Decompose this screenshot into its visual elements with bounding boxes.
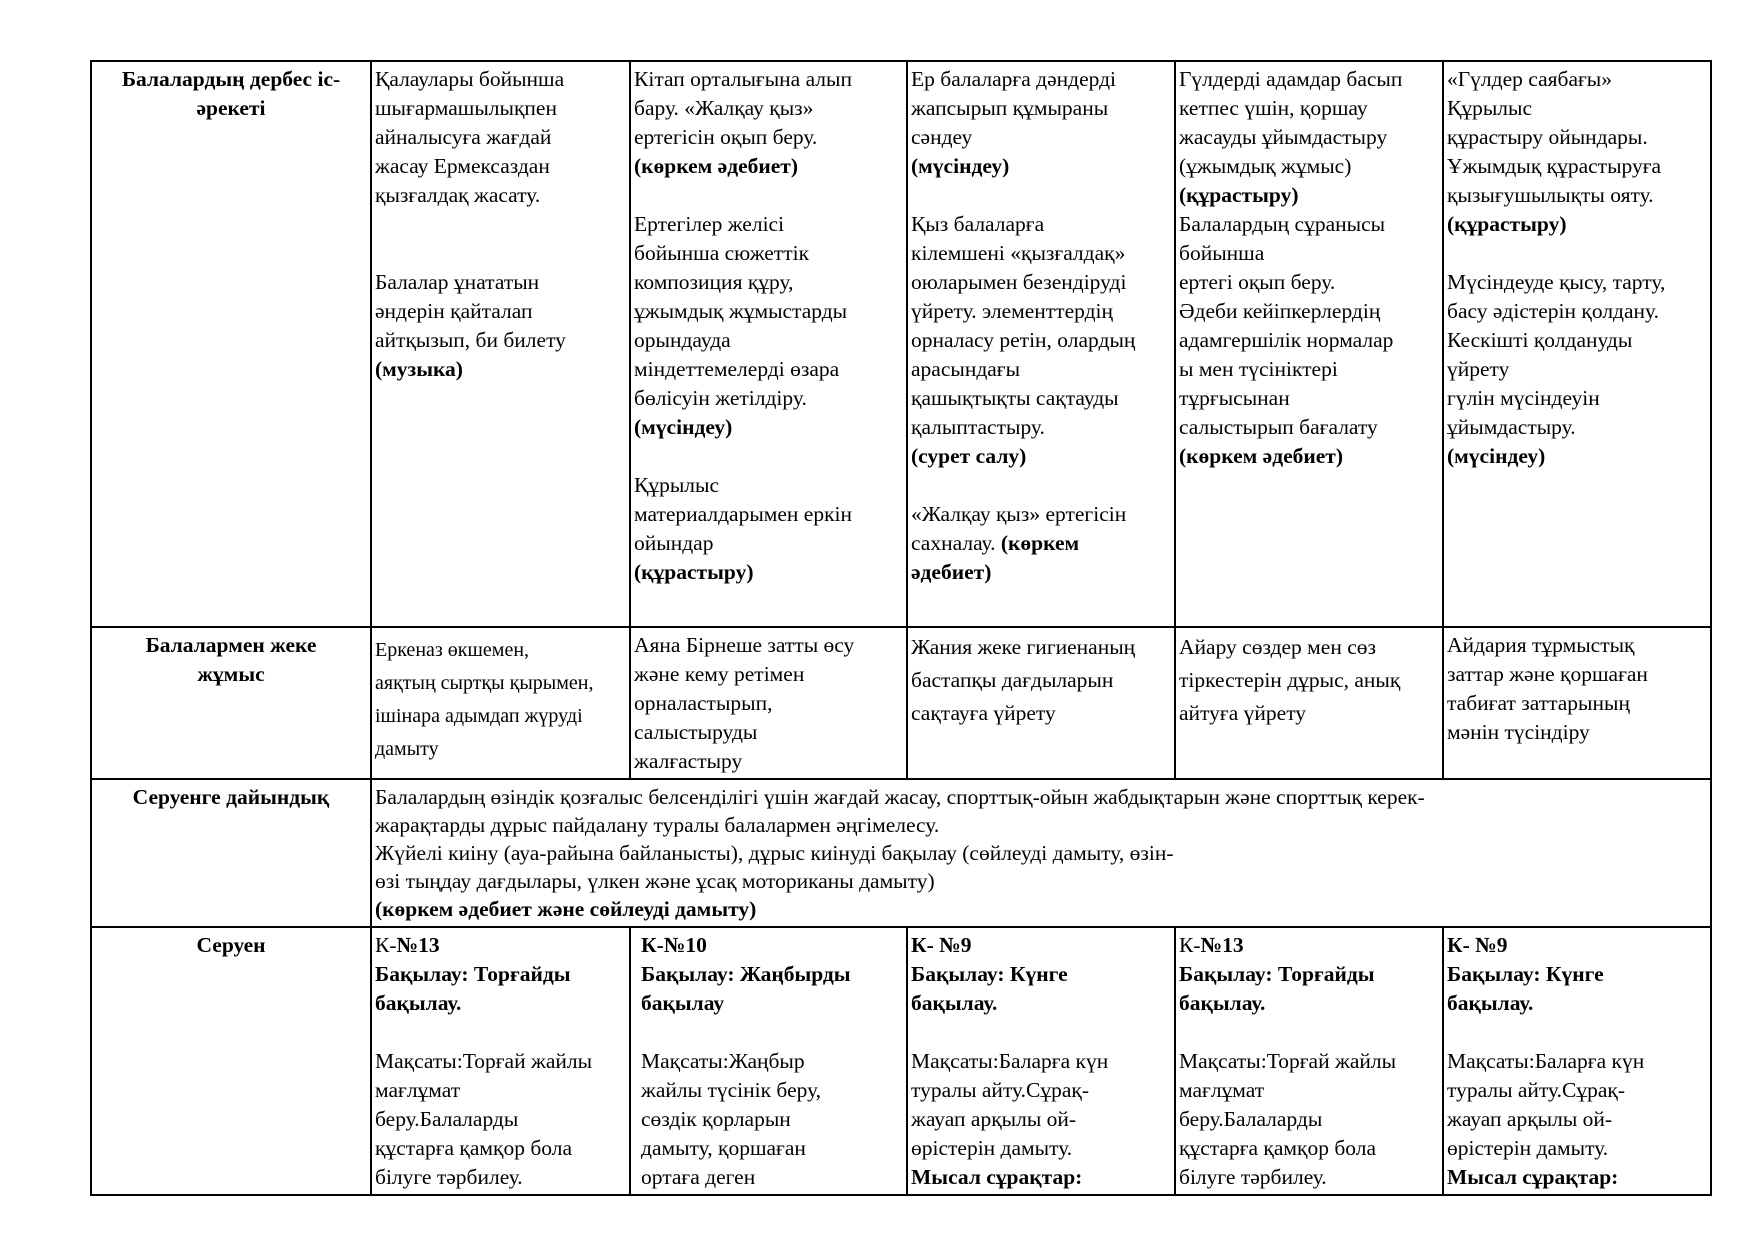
paragraph: [375, 65, 626, 210]
text: К- №9: [1447, 933, 1508, 957]
observation-title: Бақылау: Күнге бақылау.: [1447, 962, 1604, 1015]
cell-thu-individual: Айару сөздер мен сөз тіркестерін дұрыс, анық айтуға үйрету: [1175, 627, 1443, 779]
subject-tag: (құрастыру): [1447, 212, 1567, 236]
text: №13: [1200, 933, 1244, 957]
paragraph: [634, 471, 903, 587]
row-individual-work: [91, 627, 1711, 779]
paragraph: [911, 65, 1171, 181]
text: К-: [1179, 933, 1201, 957]
subject-tag: (көркем әдебиет): [1179, 444, 1344, 468]
paragraph: [911, 500, 1171, 587]
cell-fri-independent: [1443, 61, 1711, 627]
text: №13: [396, 933, 440, 957]
text: Құрылыс материалдарымен еркін ойындар: [634, 473, 853, 555]
card-number: [911, 931, 1171, 960]
cell-mon-independent: [371, 61, 630, 627]
subject-tag: (музыка): [375, 357, 463, 381]
subject-tag: (көркем әдебиет және сөйлеуді дамыту): [375, 897, 757, 921]
text: К-№10: [641, 933, 707, 957]
paragraph: [634, 65, 903, 181]
cell-tue-individual: Аяна Бірнеше затты өсу және кему ретімен орналастырып, салыстыруды жалғастыру: [630, 627, 907, 779]
observation-goal: Мақсаты:Жаңбыр жайлы түсінік беру, сөздік қорларын дамыту, қоршаған ортаға деген: [641, 1049, 822, 1189]
cell-tue-independent: [630, 61, 907, 627]
observation-title: Бақылау: Торғайды бақылау.: [1179, 962, 1375, 1015]
card-number: [1447, 931, 1707, 960]
text: К-: [375, 933, 397, 957]
subject-tag: (мүсіндеу): [634, 415, 733, 439]
cell-wed-independent: [907, 61, 1175, 627]
subject-tag: (мүсіндеу): [911, 154, 1010, 178]
observation-title: Бақылау: Жаңбырды бақылау: [641, 962, 851, 1015]
row-walk-preparation: [91, 779, 1711, 927]
subject-tag: (сурет салу): [911, 444, 1027, 468]
text: Қыз балаларға кілемшені «қызғалдақ» оюларымен безендіруді үйрету. элементтердің орналасу ретін, олардың арасындағы қашықтықты сақтауды қалыптастыру.: [911, 212, 1136, 439]
card-number: [1179, 931, 1439, 960]
cell-wed-individual: Жания жеке гигиенаның бастапқы дағдыларын сақтауға үйрету: [907, 627, 1175, 779]
cell-prep: [371, 779, 1711, 927]
subject-tag: (көркем әдебиет): [911, 531, 1080, 584]
observation-goal: Мақсаты:Баларға күн туралы айту.Сұрақ- жауап арқылы ой- өрістерін дамыту.: [1447, 1049, 1645, 1160]
row-independent-activity: [91, 61, 1711, 627]
row-label-walk: Серуен: [91, 927, 371, 1195]
cell-fri-individual: Айдария тұрмыстық заттар және қоршаған табиғат заттарының мәнін түсіндіру: [1443, 627, 1711, 779]
cell-tue-walk: [630, 927, 907, 1195]
cell-mon-individual: Еркеназ өкшемен, аяқтың сыртқы қырымен, ішінара адымдап жүруді дамыту: [371, 627, 630, 779]
sample-questions: Мысал сұрақтар:: [911, 1165, 1083, 1189]
row-label-individual: Балалармен жеке жұмыс: [91, 627, 371, 779]
paragraph: [634, 210, 903, 442]
paragraph: [1447, 268, 1707, 471]
text: Балалар ұнататын әндерін қайталап айтқызып, би билету: [375, 270, 566, 352]
text: Балалардың сұранысы бойынша ертегі оқып беру. Әдеби кейіпкерлердің адамгершілік нормалар ы мен түсініктері тұрғысынан салыстырып бағалату: [1179, 212, 1394, 439]
observation-goal: Мақсаты:Торғай жайлы мағлұмат беру.Балаларды құстарға қамқор бола білуге тәрбилеу.: [375, 1049, 593, 1189]
subject-tag: (мүсіндеу): [1447, 444, 1546, 468]
paragraph: [1179, 65, 1439, 471]
paragraph: [1447, 65, 1707, 239]
cell-mon-walk: [371, 927, 630, 1195]
observation-goal: Мақсаты:Торғай жайлы мағлұмат беру.Балаларды құстарға қамқор бола білуге тәрбилеу.: [1179, 1049, 1397, 1189]
text: «Гүлдер саябағы» Құрылыс құрастыру ойындары. Ұжымдық құрастыруға қызығушылықты ояту.: [1447, 67, 1662, 207]
subject-tag: (көркем әдебиет): [634, 154, 799, 178]
schedule-table: [90, 60, 1712, 1196]
row-label-prep: Серуенге дайындық: [91, 779, 371, 927]
paragraph: [911, 210, 1171, 471]
cell-thu-walk: [1175, 927, 1443, 1195]
paragraph: [375, 268, 626, 384]
text: Гүлдерді адамдар басып кетпес үшін, қоршау жасауды ұйымдастыру (ұжымдық жұмыс): [1179, 67, 1403, 178]
text: Қалаулары бойынша шығармашылықпен айналысуға жағдай жасау Ермексаздан қызғалдақ жасату.: [375, 67, 565, 207]
text: Кітап орталығына алып бару. «Жалқау қыз» ертегісін оқып беру.: [634, 67, 852, 149]
text: «Жалқау қыз» ертегісін сахналау.: [911, 502, 1127, 555]
card-number: [641, 931, 903, 960]
cell-fri-walk: [1443, 927, 1711, 1195]
sample-questions: Мысал сұрақтар:: [1447, 1165, 1619, 1189]
observation-title: Бақылау: Торғайды бақылау.: [375, 962, 571, 1015]
observation-title: Бақылау: Күнге бақылау.: [911, 962, 1068, 1015]
row-label-independent: Балалардың дербес іс- әрекеті: [91, 61, 371, 627]
text: Балалардың өзіндік қозғалыс белсенділігі үшін жағдай жасау, спорттық-ойын жабдықтарын және спорттық керек- жарақтарды дұрыс пайдалану туралы балалармен әңгімелесу. Жүйелі киіну (ауа-райына байланысты), дұрыс киінуді бақылау (сөйлеуді дамыту, өзін- өзі тыңдау дағдылары, үлкен және ұсақ моториканы дамыту): [375, 785, 1425, 893]
subject-tag: (құрастыру): [1179, 183, 1299, 207]
observation-goal: Мақсаты:Баларға күн туралы айту.Сұрақ- жауап арқылы ой- өрістерін дамыту.: [911, 1049, 1109, 1160]
text: К- №9: [911, 933, 972, 957]
text: Ер балаларға дәндерді жапсырып құмыраны сәндеу: [911, 67, 1116, 149]
text: Мүсіндеуде қысу, тарту, басу әдістерін қолдану. Кескішті қолдануды үйрету гүлін мүсіндеуін ұйымдастыру.: [1447, 270, 1666, 439]
row-walk: [91, 927, 1711, 1195]
cell-wed-walk: [907, 927, 1175, 1195]
subject-tag: (құрастыру): [634, 560, 754, 584]
paragraph: [375, 783, 1707, 895]
text: Ертегілер желісі бойынша сюжеттік композиция құру, ұжымдық жұмыстарды орындауда міндеттемелерді өзара бөлісуін жетілдіру.: [634, 212, 848, 410]
card-number: [375, 931, 626, 960]
cell-thu-independent: [1175, 61, 1443, 627]
